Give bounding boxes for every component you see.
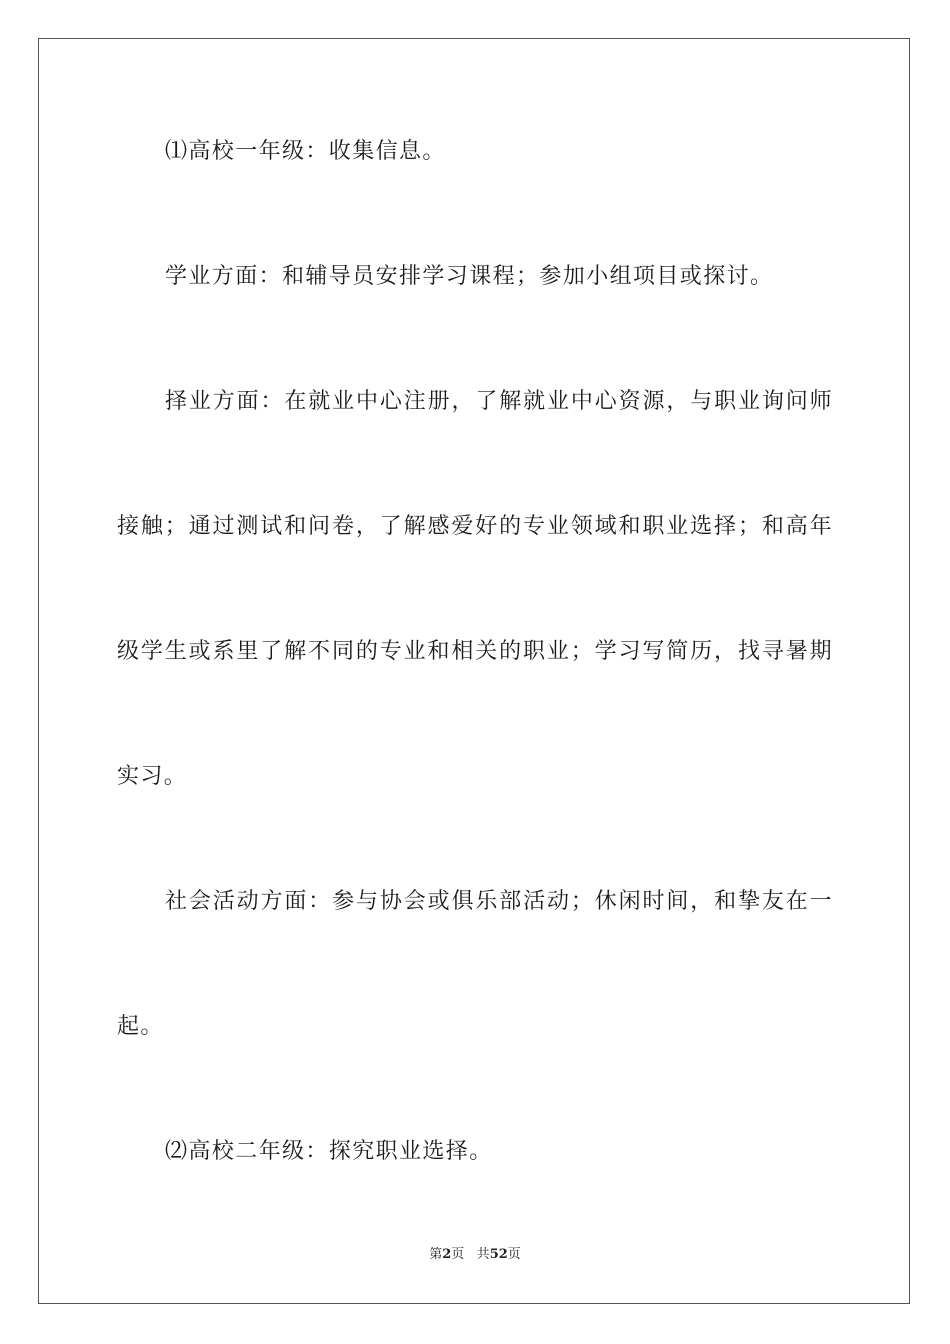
paragraph-career-line-2: 接触；通过测试和问卷，了解感爱好的专业领域和职业选择；和高年 bbox=[117, 514, 833, 539]
page-prefix: 第 bbox=[429, 1247, 443, 1262]
page-suffix: 页 bbox=[451, 1247, 465, 1262]
paragraph-career-line-4: 实习。 bbox=[117, 764, 188, 789]
section-heading-year-one: ⑴高校一年级：收集信息。 bbox=[165, 139, 446, 164]
total-pages: 52 bbox=[489, 1247, 508, 1262]
page-footer bbox=[0, 1246, 950, 1264]
paragraph-career-line-3: 级学生或系里了解不同的专业和相关的职业；学习写简历，找寻暑期 bbox=[117, 639, 833, 664]
paragraph-social-line-2: 起。 bbox=[117, 1014, 164, 1039]
page-border bbox=[38, 38, 910, 1304]
total-suffix: 页 bbox=[507, 1247, 521, 1262]
paragraph-career-line-1: 择业方面：在就业中心注册，了解就业中心资源，与职业询问师 bbox=[165, 389, 833, 414]
paragraph-social-line-1: 社会活动方面：参与协会或俱乐部活动；休闲时间，和挚友在一 bbox=[165, 889, 833, 914]
page-number: 2 bbox=[442, 1247, 452, 1262]
section-heading-year-two: ⑵高校二年级：探究职业选择。 bbox=[165, 1139, 493, 1164]
total-prefix: 共 bbox=[476, 1247, 490, 1262]
paragraph-academic: 学业方面：和辅导员安排学习课程；参加小组项目或探讨。 bbox=[165, 264, 774, 289]
